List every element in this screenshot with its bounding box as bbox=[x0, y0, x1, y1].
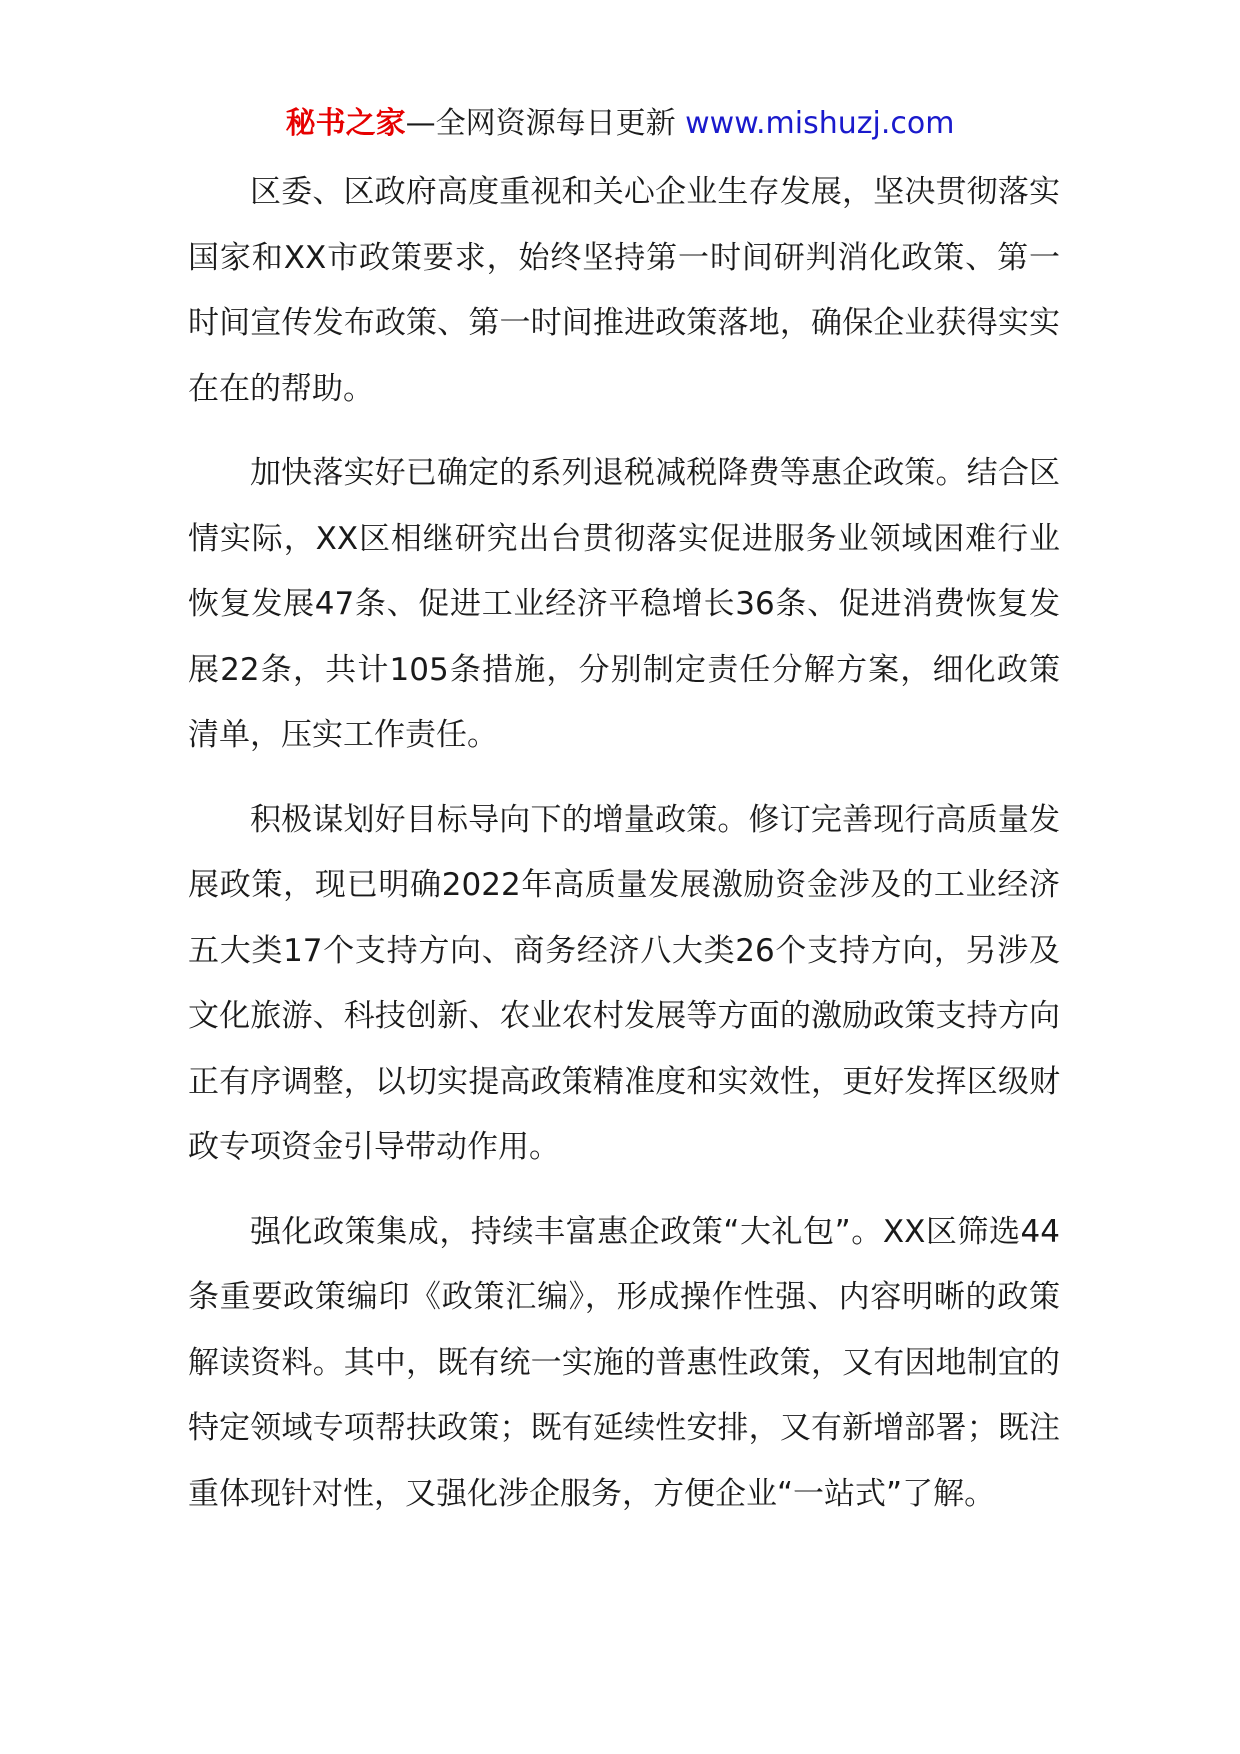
site-url-link[interactable]: www.mishuzj.com bbox=[685, 106, 955, 141]
paragraph-2: 加快落实好已确定的系列退税减税降费等惠企政策。结合区情实际，XX区相继研究出台贯彻落实促进服务业领域困难行业恢复发展47条、促进工业经济平稳增长36条、促进消费恢复发展22条，共计105条措施，分别制定责任分解方案，细化政策清单，压实工作责任。 bbox=[188, 455, 1060, 753]
brand-name: 秘书之家 bbox=[285, 106, 406, 141]
document-body bbox=[188, 160, 1060, 1546]
page-header bbox=[0, 104, 1240, 144]
paragraph-4: 强化政策集成，持续丰富惠企政策“大礼包”。XX区筛选44条重要政策编印《政策汇编》，形成操作性强、内容明晰的政策解读资料。其中，既有统一实施的普惠性政策，又有因地制宜的特定领域专项帮扶政策；既有延续性安排，又有新增部署；既注重体现针对性，又强化涉企服务，方便企业“一站式”了解。 bbox=[188, 1213, 1060, 1512]
paragraph-1: 区委、区政府高度重视和关心企业生存发展，坚决贯彻落实国家和XX市政策要求，始终坚持第一时间研判消化政策、第一时间宣传发布政策、第一时间推进政策落地，确保企业获得实实在在的帮助。 bbox=[188, 174, 1060, 407]
paragraph-3: 积极谋划好目标导向下的增量政策。修订完善现行高质量发展政策，现已明确2022年高质量发展激励资金涉及的工业经济五大类17个支持方向、商务经济八大类26个支持方向，另涉及文化旅游、科技创新、农业农村发展等方面的激励政策支持方向正有序调整，以切实提高政策精准度和实效性，更好发挥区级财政专项资金引导带动作用。 bbox=[188, 801, 1060, 1165]
header-slogan: —全网资源每日更新 bbox=[405, 106, 686, 141]
